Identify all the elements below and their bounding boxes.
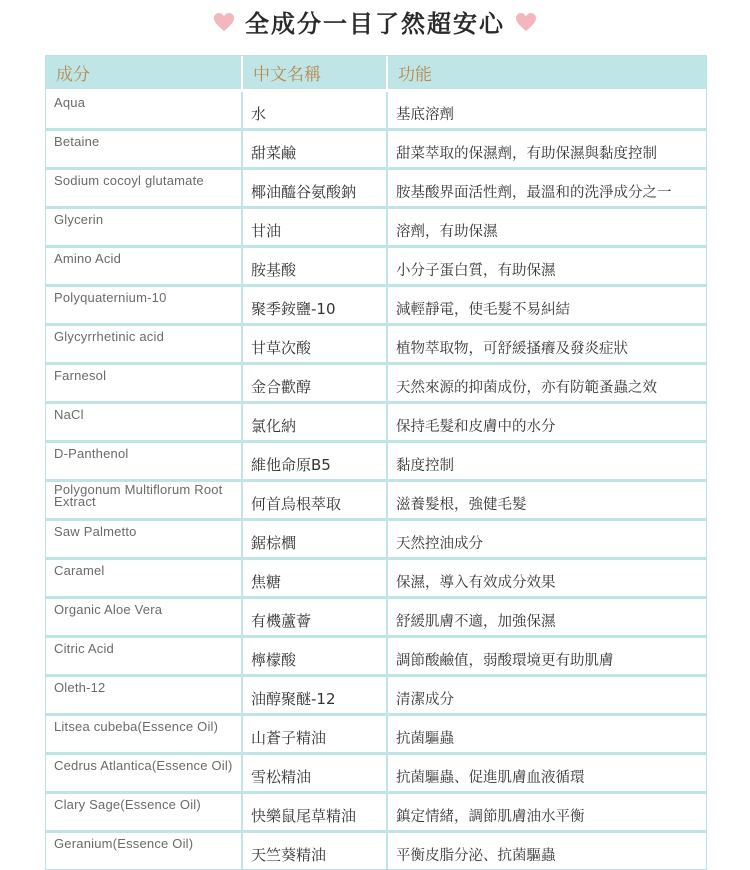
table-row [46,325,706,364]
ingredient-cell: Betaine [46,130,242,169]
page-title: 全成分一目了然超安心 [245,9,505,38]
chinese-name-cell: 有機蘆薈 [242,598,387,637]
chinese-name-cell: 鋸棕櫚 [242,520,387,559]
table-row [46,598,706,637]
function-cell: 植物萃取物，可舒緩搔癢及發炎症狀 [387,325,706,364]
chinese-name-cell: 水 [242,91,387,130]
function-cell: 基底溶劑 [387,91,706,130]
ingredient-cell: Caramel [46,559,242,598]
table-row [46,247,706,286]
function-cell: 平衡皮脂分泌、抗菌驅蟲 [396,847,556,864]
chinese-name-cell: 快樂鼠尾草精油 [242,793,387,832]
ingredient-cell: Amino Acid [46,247,242,286]
table-row [46,286,706,325]
function-cell: 舒緩肌膚不適，加強保濕 [387,598,706,637]
function-cell: 抗菌驅蟲 [387,715,706,754]
heart-icon-left [213,12,235,32]
table-row [46,793,706,832]
ingredient-cell: D-Panthenol [46,442,242,481]
ingredient-cell: Organic Aloe Vera [46,598,242,637]
table-row [46,676,706,715]
function-cell: 天然控油成分 [387,520,706,559]
chinese-name-cell: 椰油醯谷氨酸鈉 [242,169,387,208]
function-cell: 天然來源的抑菌成份，亦有防範蚤蟲之效 [387,364,706,403]
table-row [46,481,706,520]
ingredient-cell: Clary Sage(Essence Oil) [46,793,242,832]
function-cell: 胺基酸界面活性劑，最溫和的洗淨成分之一 [387,169,706,208]
column-header-chinese-name: 中文名稱 [242,56,387,91]
table-row [46,91,706,130]
column-header-function: 功能 [387,56,706,91]
function-cell: 調節酸鹼值，弱酸環境更有助肌膚 [387,637,706,676]
page-header [0,0,750,42]
ingredient-cell: Polygonum Multiflorum Root Extract [46,481,242,520]
function-cell: 減輕靜電，使毛髮不易糾結 [387,286,706,325]
function-cell: 鎮定情緒，調節肌膚油水平衡 [387,793,706,832]
chinese-name-cell: 甜菜鹼 [242,130,387,169]
chinese-name-cell: 聚季銨鹽-10 [242,286,387,325]
function-cell: 甜菜萃取的保濕劑，有助保濕與黏度控制 [387,130,706,169]
table-row [46,208,706,247]
function-cell: 清潔成分 [387,676,706,715]
ingredient-cell: Citric Acid [46,637,242,676]
chinese-name-cell: 甘草次酸 [242,325,387,364]
chinese-name-cell: 天竺葵精油 [242,832,387,870]
heart-icon-right [515,12,537,32]
table-row [46,637,706,676]
ingredient-cell: Cedrus Atlantica(Essence Oil) [46,754,242,793]
ingredient-cell: Geranium(Essence Oil) [46,832,242,870]
chinese-name-cell: 甘油 [242,208,387,247]
chinese-name-cell: 雪松精油 [242,754,387,793]
table-row [46,520,706,559]
ingredients-table [45,55,707,870]
chinese-name-cell: 金合歡醇 [242,364,387,403]
table-row [46,403,706,442]
table-row [46,559,706,598]
chinese-name-cell: 檸檬酸 [242,637,387,676]
table-row [46,442,706,481]
function-cell: 抗菌驅蟲、促進肌膚血液循環 [387,754,706,793]
column-header-ingredient: 成分 [46,56,242,91]
chinese-name-cell: 氯化納 [242,403,387,442]
table-row [46,364,706,403]
ingredient-cell: Saw Palmetto [46,520,242,559]
chinese-name-cell: 焦糖 [242,559,387,598]
chinese-name-cell: 油醇聚醚-12 [242,676,387,715]
chinese-name-cell: 維他命原B5 [242,442,387,481]
ingredient-cell: NaCl [46,403,242,442]
table-row [46,715,706,754]
ingredient-cell: Aqua [46,91,242,130]
function-cell: 保濕，導入有效成分效果 [387,559,706,598]
ingredient-cell: Oleth-12 [46,676,242,715]
ingredient-cell: Farnesol [46,364,242,403]
table-row [46,169,706,208]
ingredient-cell: Polyquaternium-10 [46,286,242,325]
ingredient-cell: Glycyrrhetinic acid [46,325,242,364]
ingredient-cell: Glycerin [46,208,242,247]
ingredient-cell: Sodium cocoyl glutamate [46,169,242,208]
chinese-name-cell: 胺基酸 [242,247,387,286]
table-header-row [46,56,706,91]
function-cell: 黏度控制 [387,442,706,481]
function-cell: 保持毛髮和皮膚中的水分 [387,403,706,442]
chinese-name-cell: 何首烏根萃取 [242,481,387,520]
table-row [46,130,706,169]
chinese-name-cell: 山蒼子精油 [242,715,387,754]
function-cell: 小分子蛋白質，有助保濕 [387,247,706,286]
table-row [46,832,706,870]
function-cell: 滋養髮根，強健毛髮 [387,481,706,520]
function-cell: 溶劑，有助保濕 [387,208,706,247]
table-row [46,754,706,793]
ingredient-cell: Litsea cubeba(Essence Oil) [46,715,242,754]
